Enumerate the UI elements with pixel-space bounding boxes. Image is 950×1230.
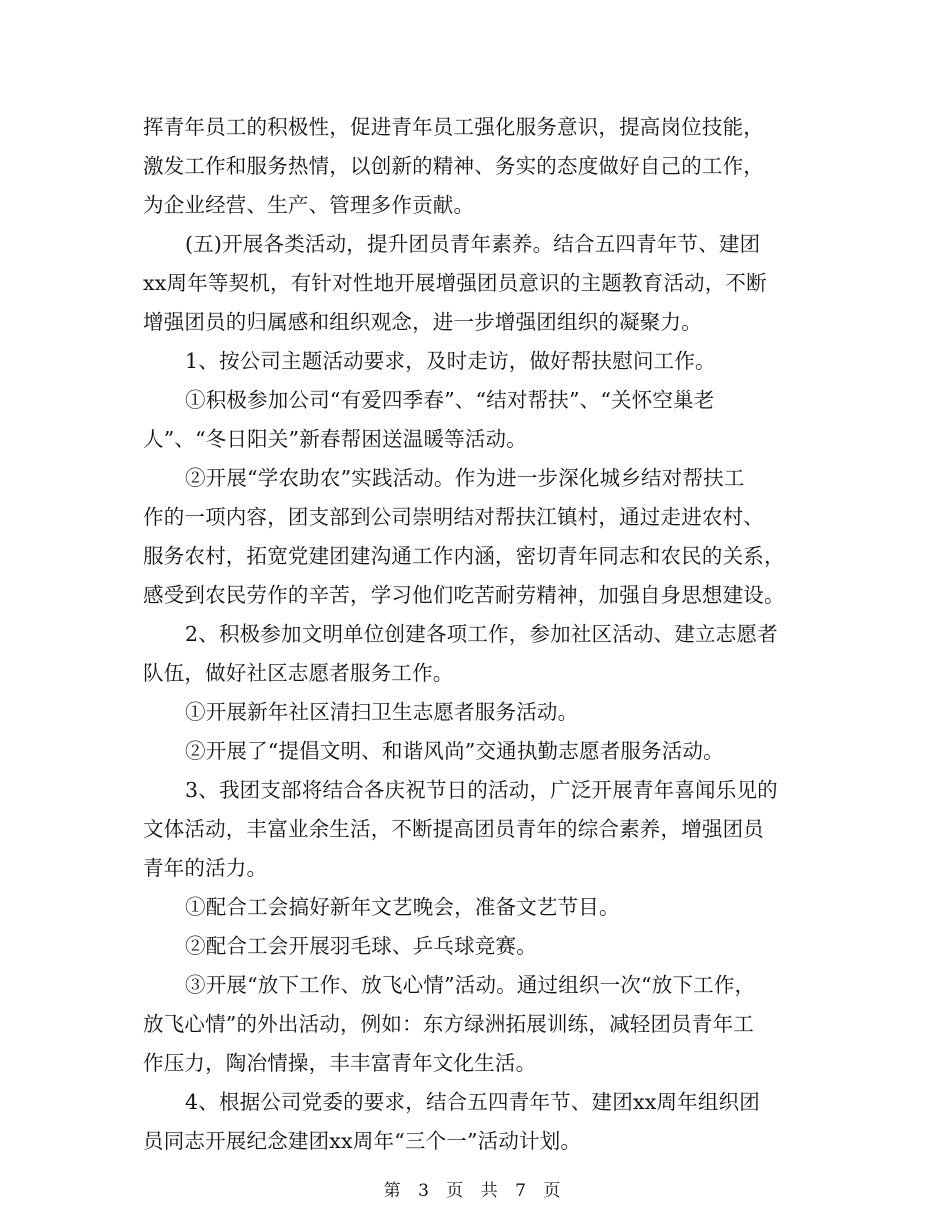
text-line: 激发工作和服务热情，以创新的精神、务实的态度做好自己的工作， [143, 154, 764, 178]
text-line: 作压力，陶冶情操，丰丰富青年文化生活。 [143, 1051, 537, 1075]
text-line: ③开展“放下工作、放飞心情”活动。通过组织一次“放下工作， [185, 973, 756, 997]
text-line: ①配合工会搞好新年文艺晚会，准备文艺节目。 [185, 895, 620, 919]
text-line: 3、我团支部将结合各庆祝节日的活动，广泛开展青年喜闻乐见的 [185, 778, 778, 802]
text-line: 为企业经营、生产、管理多作贡献。 [143, 193, 475, 217]
text-line: ②配合工会开展羽毛球、乒乓球竞赛。 [185, 934, 537, 958]
text-line: ②开展“学农助农”实践活动。作为进一步深化城乡结对帮扶工 [185, 466, 745, 490]
text-line: (五)开展各类活动，提升团员青年素养。结合五四青年节、建团 [185, 232, 761, 256]
text-line: 感受到农民劳作的辛苦，学习他们吃苦耐劳精神，加强自身思想建设。 [143, 583, 785, 607]
text-line: 青年的活力。 [143, 856, 268, 880]
page-number: 第 3 页 共 7 页 [383, 1181, 567, 1201]
text-line: 2、积极参加文明单位创建各项工作，参加社区活动、建立志愿者 [185, 622, 778, 646]
text-line: ②开展了“提倡文明、和谐风尚”交通执勤志愿者服务活动。 [185, 739, 724, 763]
text-line: 4、根据公司党委的要求，结合五四青年节、建团xx周年组织团 [185, 1090, 760, 1114]
text-line: 1、按公司主题活动要求，及时走访，做好帮扶慰问工作。 [185, 349, 716, 373]
text-line: 放飞心情”的外出活动，例如：东方绿洲拓展训练，减轻团员青年工 [143, 1012, 754, 1036]
text-line: 文体活动，丰富业余生活，不断提高团员青年的综合素养，增强团员 [143, 817, 764, 841]
text-line: 队伍，做好社区志愿者服务工作。 [143, 661, 454, 685]
text-line: 服务农村，拓宽党建团建沟通工作内涵，密切青年同志和农民的关系， [143, 544, 785, 568]
text-line: 人”、“冬日阳关”新春帮困送温暖等活动。 [143, 427, 527, 451]
text-line: xx周年等契机，有针对性地开展增强团员意识的主题教育活动，不断 [143, 271, 767, 295]
text-line: 员同志开展纪念建团xx周年“三个一”活动计划。 [143, 1129, 582, 1153]
text-line: 作的一项内容，团支部到公司崇明结对帮扶江镇村，通过走进农村、 [143, 505, 764, 529]
text-line: ①积极参加公司“有爱四季春”、“结对帮扶”、“关怀空巢老 [185, 388, 715, 412]
text-line: ①开展新年社区清扫卫生志愿者服务活动。 [185, 700, 579, 724]
text-line: 增强团员的归属感和组织观念，进一步增强团组织的凝聚力。 [143, 310, 702, 334]
text-line: 挥青年员工的积极性，促进青年员工强化服务意识，提高岗位技能， [143, 115, 764, 139]
document-body [143, 108, 813, 1161]
